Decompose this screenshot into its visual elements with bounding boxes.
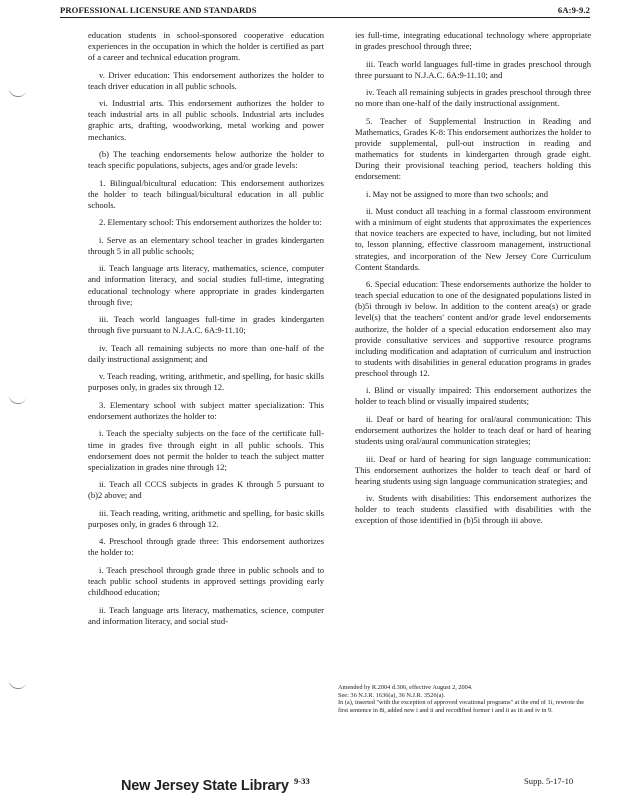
margin-mark [7, 86, 26, 99]
paragraph: iii. Teach world languages full-time in grades preschool through three pursuant to N.J.A.C. 6A:9-11.10; and [355, 58, 591, 80]
paragraph: ii. Deaf or hard of hearing for oral/aural communication: This endorsement authorizes the holder to teach deaf or hard of hearing students using oral/aural communication strategies; [355, 413, 591, 447]
paragraph: i. May not be assigned to more than two schools; and [366, 188, 549, 199]
supplement-date: Supp. 5-17-10 [524, 776, 574, 786]
margin-mark [7, 678, 26, 691]
paragraph: i. Serve as an elementary school teacher in grades kindergarten through 5 in all public schools; [88, 234, 324, 256]
amendment-note: In (a), inserted "with the exception of approved vocational programs" at the end of 1i, rewrote the first sentence in 8i, added new i and ii and recodified former i and ii as iii and iv in 9. [338, 699, 585, 714]
paragraph: (b) The teaching endorsements below authorize the holder to teach specific populations, subjects, ages and/or grade levels: [88, 149, 324, 171]
paragraph: iii. Teach world languages full-time in grades kindergarten through five pursuant to N.J.A.C. 6A:9-11.10; [88, 314, 324, 336]
paragraph: vi. Industrial arts. This endorsement authorizes the holder to teach industrial arts in all public schools. Industrial arts includes graphic arts, drafting, woodworking, metal working and power mechanics. [88, 98, 324, 142]
paragraph: 4. Preschool through grade three: This endorsement authorizes the holder to: [88, 536, 324, 558]
paragraph: iii. Teach reading, writing, arithmetic and spelling, for basic skills purposes only, in grades 6 through 12. [88, 507, 324, 529]
paragraph: ies full-time, integrating educational technology where appropriate in grades preschool through three; [355, 30, 591, 52]
paragraph: ii. Teach language arts literacy, mathematics, science, computer and information literacy, and social stud- [88, 604, 324, 626]
header-title: PROFESSIONAL LICENSURE AND STANDARDS [60, 5, 257, 15]
header-section-number: 6A:9-9.2 [557, 5, 590, 15]
paragraph: ii. Teach language arts literacy, mathematics, science, computer and information literacy, and social studies full-time, integrating educational technology where appropriate in grades kindergarten through five; [88, 263, 324, 307]
paragraph: i. Blind or visually impaired: This endorsement authorizes the holder to teach blind or visually impaired students; [355, 385, 591, 407]
paragraph: 6. Special education: These endorsements authorize the holder to teach special education to one of the designated populations listed in (b)5i through iv below. In addition to the content area(s) or grade level(s) that the teachers' content and/or grade level endorsements authorize, the holder of a special education endorsement also may provide consultative services and supportive resource programs including modification and adaptation of curriculum and instruction to students with disabilities in general education programs in grades preschool through 12. [355, 279, 591, 378]
paragraph: education students in school-sponsored cooperative education experiences in the occupation in which the holder is certified as part of a career and technical education program. [88, 30, 324, 63]
paragraph: 2. Elementary school: This endorsement authorizes the holder to: [99, 217, 322, 228]
paragraph: i. Teach preschool through grade three in public schools and to teach public school students in approved settings providing early childhood education; [88, 564, 324, 598]
paragraph: v. Driver education: This endorsement authorizes the holder to teach driver education in all public schools. [88, 69, 324, 91]
paragraph: iv. Students with disabilities: This endorsement authorizes the holder to teach students classified with disabilities with the exception of those identified in (b)5i through iii above. [355, 493, 591, 526]
header-rule [60, 17, 590, 18]
paragraph: iii. Deaf or hard of hearing for sign language communication: This endorsement authorizes the holder to teach deaf or hard of hearing students using sign language communication strategies; and [355, 453, 591, 486]
paragraph: i. Teach the specialty subjects on the face of the certificate full-time in grades five through eight in all public schools. This endorsement does not permit the holder to teach the subject matter specialization in grades nine through 12; [88, 428, 324, 472]
paragraph: 3. Elementary school with subject matter specialization: This endorsement authorizes the holder to: [88, 399, 324, 421]
paragraph: v. Teach reading, writing, arithmetic, and spelling, for basic skills purposes only, in grades six through 12. [88, 371, 324, 393]
paragraph: 1. Bilingual/bicultural education: This endorsement authorizes the holder to teach bilingual/bicultural education in all public schools. [88, 177, 324, 210]
library-watermark: New Jersey State Library [121, 778, 289, 794]
paragraph: ii. Must conduct all teaching in a formal classroom environment with a minimum of eight students that approximates the experiences that novice teachers are expected to have, including, but not limited to, lesson planning, effective classroom management, instructional strategies, and incorporation of the New Jersey Core Curriculum Content Standards. [355, 206, 591, 272]
paragraph: iv. Teach all remaining subjects in grades preschool through three no more than one-half of the daily instructional assignment. [355, 87, 591, 109]
amendment-line: Amended by R.2004 d.306, effective August 2, 2004. [338, 684, 473, 691]
paragraph: 5. Teacher of Supplemental Instruction in Reading and Mathematics, Grades K-8: This endorsement authorizes the holder to provide supplemental, pull-out instruction in reading and mathematics for students in kindergarten through grade eight. During their provisional teaching period, teachers holding this endorsement: [355, 115, 592, 182]
left-column [88, 30, 324, 633]
amendment-line: See: 36 N.J.R. 1636(a), 36 N.J.R. 3526(a). [338, 691, 446, 699]
paragraph: ii. Teach all CCCS subjects in grades K through 5 pursuant to (b)2 above; and [88, 479, 324, 501]
paragraph: iv. Teach all remaining subjects no more than one-half of the daily instructional assignment; and [88, 342, 324, 364]
right-column [355, 30, 591, 533]
page-number: 9-33 [294, 776, 310, 786]
margin-mark [7, 393, 26, 406]
amendment-history [338, 684, 588, 714]
